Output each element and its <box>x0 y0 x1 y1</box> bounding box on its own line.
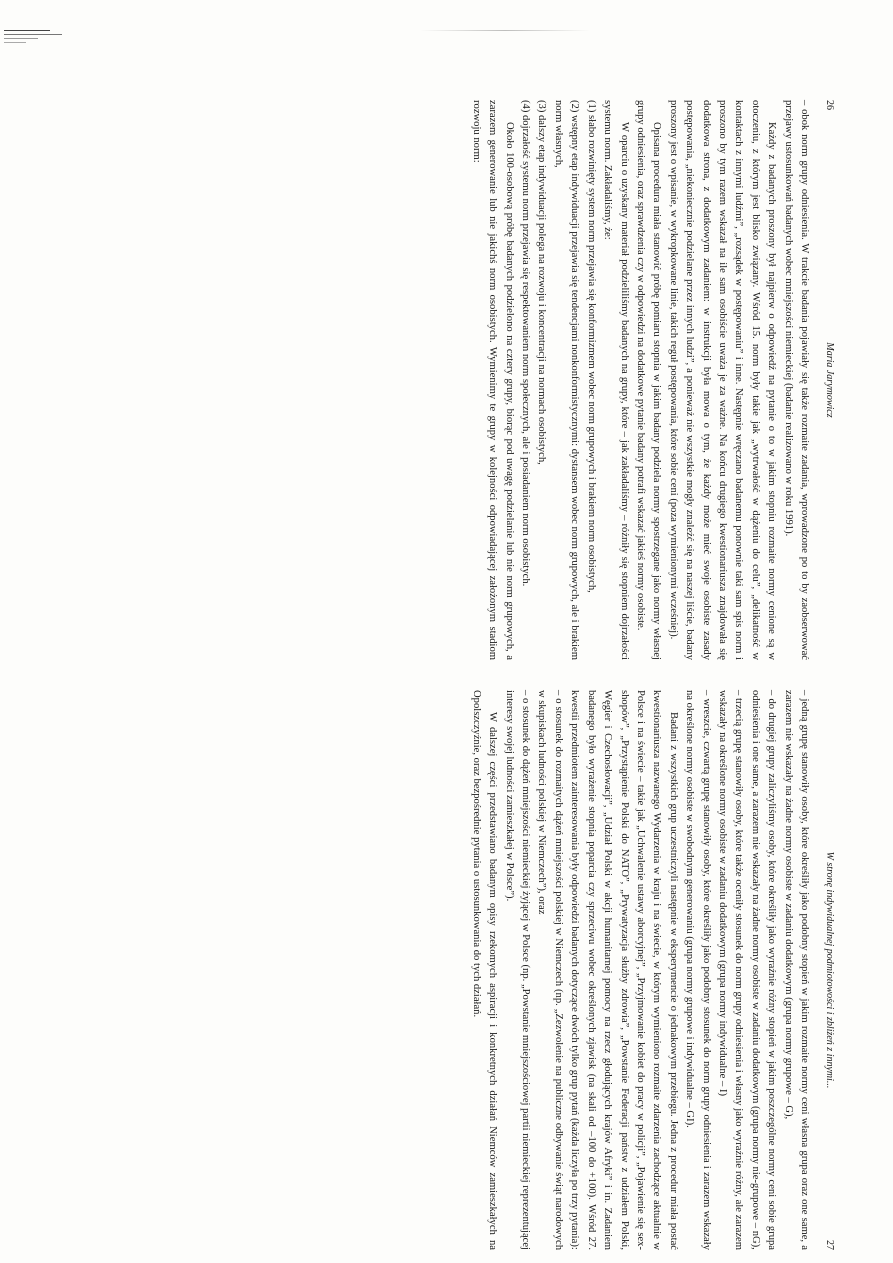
book-page-left <box>110 100 840 660</box>
list-item: (1) słabo rozwinięty system norm przejawia się konformizmem wobec norm grupowych i brakiem norm osobistych, <box>585 100 597 593</box>
page-number: 26 <box>824 100 835 110</box>
running-head <box>818 100 840 660</box>
paragraph: Badani z wszystkich grup uczestniczyli następnie w eksperymencie o jednakowym przebiegu. Jedna z procedur miała postać kwestionariusza nazwanego Wydarzenia w kraju i na świecie, w którym wymieniono rozmaite zdarzenia zachodzące aktualnie w Polsce i na świecie – takie jak „Uchwalenie ustawy aborcyjnej”, „Przyjmowanie kobiet do pracy w policji”, „Pojawienie się sex-shopów”, „Przystąpienie Polski do NATO”, „Prywatyzacja służby zdrowia”, „Powstanie Federacji państw z udziałem Polski, Węgier i Czechosłowacji”, „Udział Polski w akcji humanitarnej pomocy na rzecz głodujących krajów Afryki” i in. Zadaniem badanego było wyrażenie stopnia poparcia czy sprzeciwu wobec określonych zjawisk (na skali od –100 do +100). Wśród 27. kwestii przedmiotem zainteresowania były odpowiedzi badanych dotyczące dwóch tylko grup pytań (każda liczyła po trzy pytania): <box>569 690 679 1250</box>
paragraph: W dalszej części przedstawiano badanym opisy rzekomych aspiracji i konkretnych działań Niemców zamieszkałych na Opolszczyźnie, oraz bezpośrednie pytania o ustosunkowania do tych działań. <box>470 690 499 1250</box>
page-body <box>467 100 812 660</box>
paragraph: – obok norm grupy odniesienia. W trakcie badania pojawiały się także rozmaite zadania, wprowadzone po to by zaobserwować przejawy ustosunkowań badanych wobec mniejszości niemieckiej (badanie realizowano w roku 1991). <box>782 100 810 660</box>
paragraph: Każdy z badanych proszony był najpierw o odpowiedź na pytanie o to w jakim stopniu rozmaite normy cenione są w otoczeniu, z którym jest blisko związany. Wśród 15. norm były takie jak „wytrwałość w dążeniu do celu”, „delikatność w kontaktach z innymi ludźmi”, „rozsądek w postępowaniu” i inne. Następnie wręczano badanemu ponownie taki sam spis norm i proszono by tym razem wskazał na ile sam osobiście uważa je za ważne. Na końcu drugiego kwestionariusza znajdowała się dodatkowa strona, z dodatkowym zadaniem: w instrukcji była mowa o tym, że każdy może mieć swoje osobiste zasady postępowania, „niekoniecznie podzielane przez innych ludzi”, a ponieważ nie wszystkie mogły znaleźć się na naszej liście, badany proszony jest o wpisanie, w wykropkowane linie, takich reguł postępowania, które sobie ceni (poza wymienionymi wcześniej). <box>667 100 778 660</box>
list-item: – o stosunek do dążeń mniejszości niemieckiej żyjącej w Polsce (np. „Powstanie mniejszościowej partii niemieckiej reprezentującej interesy swojej ludności zamieszkałej w Polsce”). <box>503 690 532 1250</box>
scan-artifact-line <box>420 30 590 31</box>
page-body <box>467 690 812 1250</box>
running-head <box>818 690 840 1250</box>
list-item: – wreszcie, czwartą grupę stanowiły osoby, które określiły jako podobny stosunek do norm grupy odniesienia i zarazem wskazały na określone normy osobiste w swobodnym generowaniu (grupa normy grupowe i indywidualne – GI). <box>684 690 712 1250</box>
paragraph: W oparciu o uzyskany materiał podzieliliśmy badanych na grupy, które – jak zakładaliśmy – różniły się stopniem dojrzałości systemu norm. Zakładaliśmy, że: <box>602 100 630 660</box>
list-item: (3) dalszy etap indywiduacji polega na rozwoju i koncentracji na normach osobistych, <box>536 100 548 465</box>
running-head-title: W stronę indywidualnej podmiotowości i zbliżeń z innymi... <box>824 851 835 1089</box>
list-item: – do drugiej grupy zaliczyliśmy osoby, które określiły jako wyraźnie różny stopień w jakim poszczególne normy ceni sobie grupa odniesienia i one same, a zarazem nie wskazały na żadne normy osobiste w zadaniu dodatkowym (grupa normy nie-grupowe – nG), <box>749 690 778 1250</box>
running-head-title: Maria Jarymowicz <box>824 342 835 418</box>
list-item: (2) wstępny etap indywiduacji przejawia się tendencjami nonkonformistycznymi: dystansem wobec norm grupowych, ale i brakiem norm własnych, <box>552 100 581 660</box>
page-number: 27 <box>824 1240 835 1250</box>
list-item: – o stosunek do rozmaitych dążeń mniejszości polskiej w Niemczech (np. „Zezwolenie na publiczne odbywanie świąt narodowych w skupiskach ludności polskiej w Niemczech”), oraz <box>536 690 564 1250</box>
scan-artifact-mark <box>4 28 62 50</box>
list-item: (4) dojrzałość systemu norm przejawia się respektowaniem norm społecznych, ale i posiadaniem norm osobistych. <box>520 100 532 587</box>
list-item: – jedną grupę stanowiły osoby, które określiły jako podobny stopień w jakim rozmaite normy ceni własna grupa oraz one same, a zarazem nie wskazały na żadne normy osobiste w zadaniu dodatkowym (grupa normy grupowe – G), <box>782 690 810 1250</box>
paragraph: Opisana procedura miała stanowić próbę pomiaru stopnia w jakim badany podziela normy spostrzegane jako normy własnej grupy odniesienia, oraz sprawdzenia czy w odpowiedzi na dodatkowe pytanie badany potrafi wskazać jakieś normy osobiste. <box>634 100 663 660</box>
paragraph: Około 100-osobową próbę badanych podzielono na cztery grupy, biorąc pod uwagę podzielanie lub nie norm grupowych, a zarazem generowanie lub nie jakichś norm osobistych. Wymienimy te grupy w kolejności odpowiadającej założonym stadiom rozwoju norm: <box>470 100 515 660</box>
book-page-right <box>110 690 840 1250</box>
list-item: – trzecią grupę stanowiły osoby, które także oceniły stosunek do norm grupy odniesienia i własny jako wyraźnie różny, ale zarazem wskazały na określone normy osobiste w zadaniu dodatkowym (grupa normy indywidualne – I) <box>716 690 745 1250</box>
